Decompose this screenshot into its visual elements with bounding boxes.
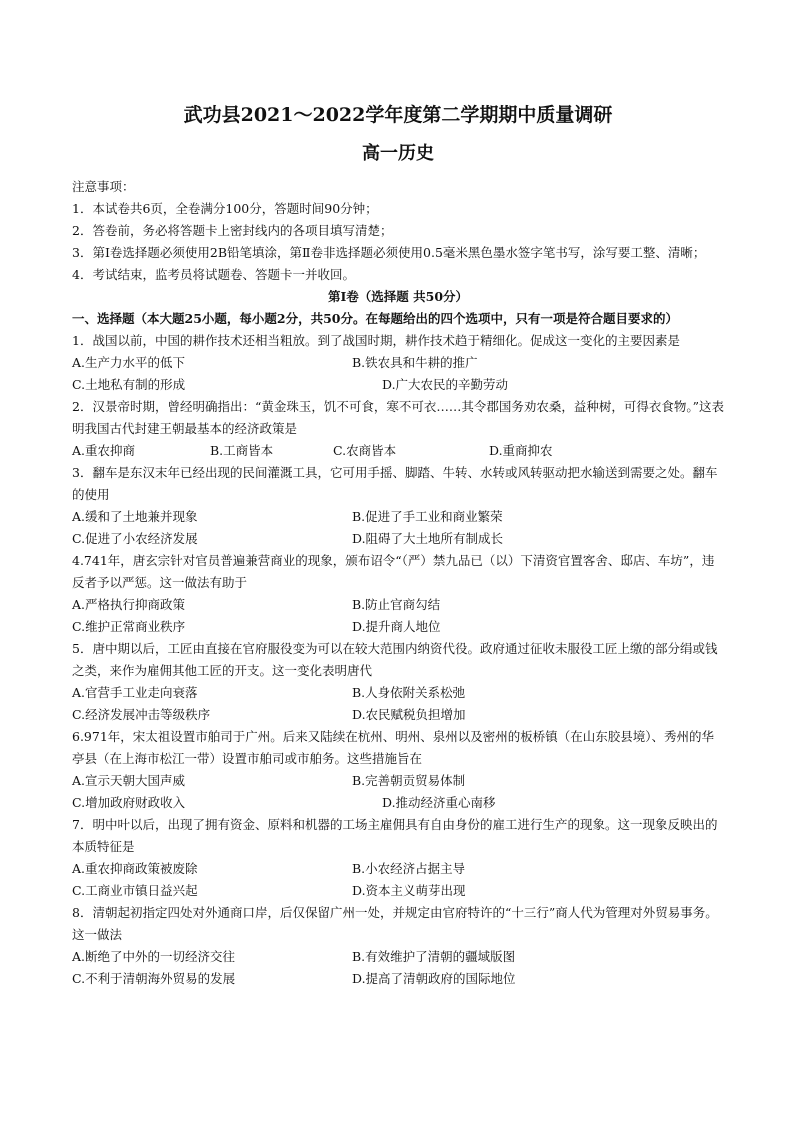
notice-item: 4．考试结束，监考员将试题卷、答题卡一并收回。 [72, 267, 355, 282]
notice-item: 2．答卷前，务必将答题卡上密封线内的各项目填写清楚； [72, 223, 393, 238]
option-b: B.有效维护了清朝的疆域版图 [352, 949, 516, 964]
notice-block [72, 176, 724, 286]
option-d: D.推动经济重心南移 [382, 795, 496, 810]
question-stem: 7．明中叶以后，出现了拥有资金、原料和机器的工场主雇佣具有自由身份的雇工进行生产的现象。这一现象反映出的本质特征是 [72, 817, 718, 854]
question-options [72, 770, 724, 814]
notice-heading: 注意事项： [72, 179, 135, 194]
question-options [72, 506, 724, 550]
question-stem: 1．战国以前，中国的耕作技术还相当粗放。到了战国时期，耕作技术趋于精细化。促成这一变化的主要因素是 [72, 333, 680, 348]
option-b: B.防止官商勾结 [352, 597, 441, 612]
option-a: A.断绝了中外的一切经济交往 [72, 949, 236, 964]
question-stem: 3．翻车是东汉末年已经出现的民间灌溉工具，它可用手摇、脚踏、牛转、水转或风转驱动把水输送到需要之处。翻车的使用 [72, 465, 718, 502]
question-options [72, 682, 724, 726]
option-c: C.经济发展冲击等级秩序 [72, 707, 211, 722]
question [72, 330, 724, 396]
notice-item: 1．本试卷共6页，全卷满分100分，答题时间90分钟； [72, 201, 378, 216]
option-b: B.促进了手工业和商业繁荣 [352, 509, 503, 524]
option-c: C.工商业市镇日益兴起 [72, 883, 198, 898]
option-d: D.重商抑农 [489, 443, 553, 458]
option-a: A.缓和了土地兼并现象 [72, 509, 198, 524]
option-d: D.提升商人地位 [352, 619, 441, 634]
question-options [72, 440, 724, 462]
option-a: A.生产力水平的低下 [72, 355, 186, 370]
option-d: D.广大农民的辛勤劳动 [382, 377, 509, 392]
question-stem: 4.741年，唐玄宗针对官员普遍兼营商业的现象，颁布诏令“（严）禁九品已（以）下清资官置客舍、邸店、车坊”，违反者予以严惩。这一做法有助于 [72, 553, 715, 590]
question-stem: 6.971年，宋太祖设置市舶司于广州。后来又陆续在杭州、明州、泉州以及密州的板桥镇（在山东胶县境）、秀州的华亭县（在上海市松江一带）设置市舶司或市舶务。这些措施旨在 [72, 729, 715, 766]
option-c: C.促进了小农经济发展 [72, 531, 198, 546]
page-subtitle: 高一历史 [362, 143, 434, 164]
option-d: D.提高了清朝政府的国际地位 [352, 971, 516, 986]
option-a: A.重农抑商 [72, 443, 136, 458]
option-a: A.严格执行抑商政策 [72, 597, 186, 612]
option-d: D.资本主义萌芽出现 [352, 883, 466, 898]
page-title: 武功县2021～2022学年度第二学期期中质量调研 [183, 104, 613, 126]
question-options [72, 594, 724, 638]
question [72, 396, 724, 462]
question-stem: 2．汉景帝时期，曾经明确指出：“黄金珠玉，饥不可食，寒不可衣……其令郡国务劝农桑，益种树，可得衣食物。”这表明我国古代封建王朝最基本的经济政策是 [72, 399, 724, 436]
question-options [72, 946, 724, 990]
option-c: C.增加政府财政收入 [72, 795, 186, 810]
option-c: C.维护正常商业秩序 [72, 619, 186, 634]
question [72, 462, 724, 550]
section-title: 第Ⅰ卷（选择题 共50分） [327, 289, 469, 304]
option-b: B.铁农具和牛耕的推广 [352, 355, 478, 370]
question-stem: 5．唐中期以后，工匠由直接在官府服役变为可以在较大范围内纳资代役。政府通过征收未服役工匠上缴的部分绢或钱之类，来作为雇佣其他工匠的开支。这一变化表明唐代 [72, 641, 718, 678]
option-b: B.完善朝贡贸易体制 [352, 773, 466, 788]
question [72, 550, 724, 638]
question-stem: 8．清朝起初指定四处对外通商口岸，后仅保留广州一处，并规定由官府特许的“十三行”商人代为管理对外贸易事务。这一做法 [72, 905, 718, 942]
question [72, 814, 724, 902]
option-c: C.土地私有制的形成 [72, 377, 186, 392]
question-options [72, 858, 724, 902]
option-a: A.重农抑商政策被废除 [72, 861, 198, 876]
question [72, 726, 724, 814]
option-a: A.官营手工业走向衰落 [72, 685, 198, 700]
question [72, 638, 724, 726]
option-b: B.人身依附关系松弛 [352, 685, 466, 700]
option-a: A.宣示天朝大国声威 [72, 773, 186, 788]
option-b: B.工商皆本 [210, 443, 274, 458]
option-c: C.不利于清朝海外贸易的发展 [72, 971, 236, 986]
option-d: D.农民赋税负担增加 [352, 707, 466, 722]
question-options [72, 352, 724, 396]
exam-page [72, 100, 724, 990]
section-instruction: 一、选择题（本大题25小题，每小题2分，共50分。在每题给出的四个选项中，只有一项是符合题目要求的） [72, 311, 678, 326]
notice-item: 3．第Ⅰ卷选择题必须使用2B铅笔填涂，第Ⅱ卷非选择题必须使用0.5毫米黑色墨水签字笔书写，涂写要工整、清晰； [72, 245, 706, 260]
option-b: B.小农经济占据主导 [352, 861, 466, 876]
option-d: D.阻碍了大土地所有制成长 [352, 531, 504, 546]
option-c: C.农商皆本 [333, 443, 397, 458]
question [72, 902, 724, 990]
